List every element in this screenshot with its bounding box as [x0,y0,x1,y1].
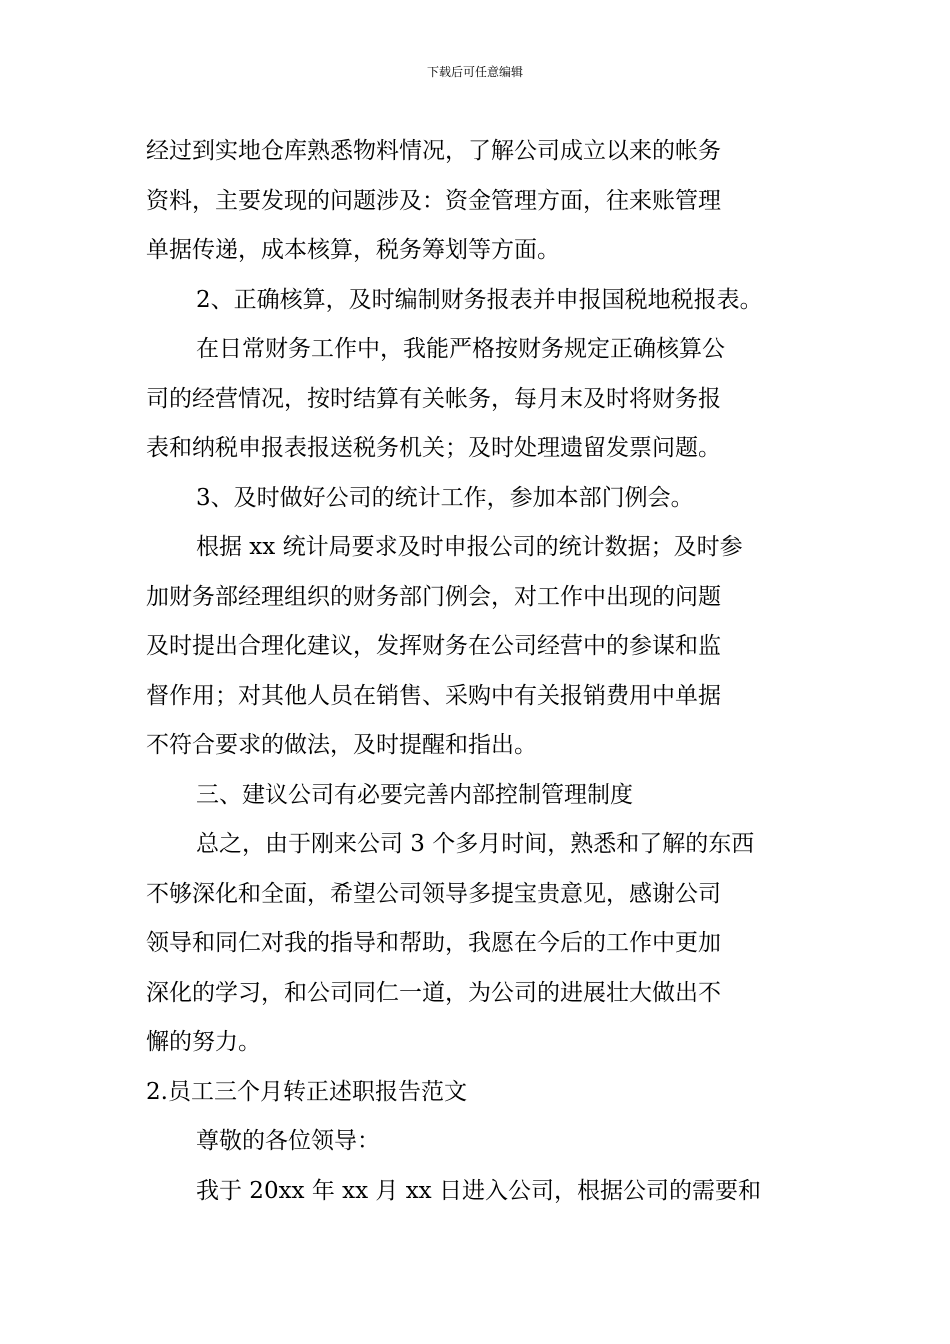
page-header: 下载后可任意编辑 [426,65,523,79]
document-title: 2.员工三个月转正述职报告范文 [146,1078,467,1105]
paragraph-line: 不符合要求的做法，及时提醒和指出。 [146,732,537,758]
paragraph-line: 在日常财务工作中，我能严格按财务规定正确核算公 [196,336,725,362]
section-heading: 3、及时做好公司的统计工作，参加本部门例会。 [196,484,694,511]
section-heading: 三、建议公司有必要完善内部控制管理制度 [196,781,633,808]
paragraph-line: 及时提出合理化建议，发挥财务在公司经营中的参谋和监 [146,633,721,659]
paragraph-line: 总之，由于刚来公司 3 个多月时间，熟悉和了解的东西 [196,831,755,857]
paragraph-line: 不够深化和全面，希望公司领导多提宝贵意见，感谢公司 [146,880,721,907]
paragraph-line: 我于 20xx 年 xx 月 xx 日进入公司，根据公司的需要和 [196,1177,761,1204]
paragraph-line: 经过到实地仓库熟悉物料情况，了解公司成立以来的帐务 [146,138,721,164]
paragraph-line: 司的经营情况，按时结算有关帐务，每月末及时将财务报 [146,385,721,412]
paragraph-line: 深化的学习，和公司同仁一道，为公司的进展壮大做出不 [146,979,721,1006]
paragraph-line: 加财务部经理组织的财务部门例会，对工作中出现的问题 [146,583,721,610]
paragraph-line: 单据传递，成本核算，税务筹划等方面。 [146,237,560,263]
paragraph-line: 懈的努力。 [146,1029,261,1055]
paragraph-line: 资料，主要发现的问题涉及：资金管理方面，往来账管理 [146,187,721,214]
paragraph-line: 督作用；对其他人员在销售、采购中有关报销费用中单据 [146,682,721,709]
salutation: 尊敬的各位领导： [196,1128,380,1154]
section-heading: 2、正确核算，及时编制财务报表并申报国税地税报表。 [196,286,763,313]
document-body [146,127,811,1216]
paragraph-line: 领导和同仁对我的指导和帮助，我愿在今后的工作中更加 [146,930,721,956]
paragraph-line: 根据 xx 统计局要求及时申报公司的统计数据；及时参 [196,534,743,560]
paragraph-line: 表和纳税申报表报送税务机关；及时处理遗留发票问题。 [146,435,721,461]
